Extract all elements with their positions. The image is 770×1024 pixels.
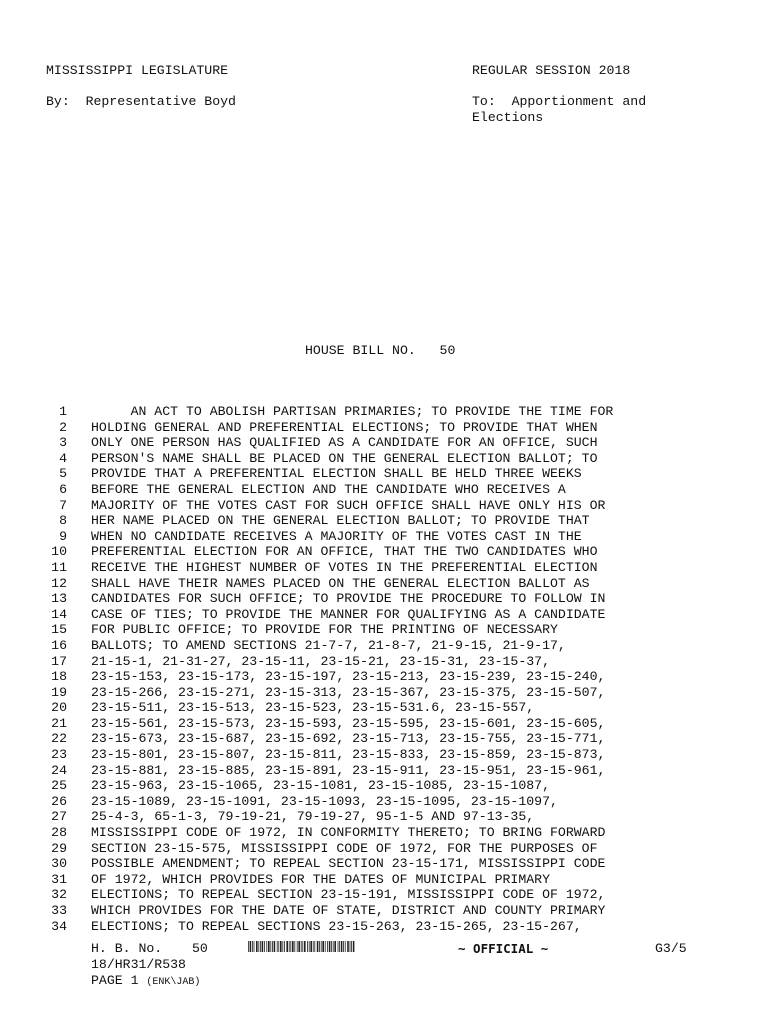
line-number: 7 (59, 497, 67, 513)
line-text: 23-15-1089, 23-15-1091, 23-15-1093, 23-15-1095, 23-15-1097, (91, 793, 558, 809)
line-text: WHEN NO CANDIDATE RECEIVES A MAJORITY OF THE VOTES CAST IN THE (91, 528, 582, 544)
line-number: 9 (59, 528, 67, 544)
bill-line (0, 794, 770, 810)
line-text: 23-15-266, 23-15-271, 23-15-313, 23-15-367, 23-15-375, 23-15-507, (91, 684, 606, 700)
line-text: AN ACT TO ABOLISH PARTISAN PRIMARIES; TO PROVIDE THE TIME FOR (91, 404, 614, 419)
footer-page (91, 973, 200, 988)
bill-line (0, 482, 770, 498)
bill-line (0, 841, 770, 857)
line-text: 23-15-153, 23-15-173, 23-15-197, 23-15-213, 23-15-239, 23-15-240, (91, 669, 606, 685)
line-text: CASE OF TIES; TO PROVIDE THE MANNER FOR QUALIFYING AS A CANDIDATE (91, 606, 606, 622)
bill-sponsor: By: Representative Boyd (46, 94, 236, 109)
line-text: 23-15-511, 23-15-513, 23-15-523, 23-15-531.6, 23-15-557, (91, 700, 535, 716)
bill-line (0, 435, 770, 451)
line-number: 6 (59, 481, 67, 497)
bill-line (0, 498, 770, 514)
bill-line (0, 856, 770, 872)
line-number: 29 (51, 840, 67, 856)
bill-line (0, 903, 770, 919)
bill-line (0, 669, 770, 685)
bill-line (0, 778, 770, 794)
line-text: MAJORITY OF THE VOTES CAST FOR SUCH OFFICE SHALL HAVE ONLY HIS OR (91, 497, 606, 513)
bill-line (0, 731, 770, 747)
bill-line (0, 591, 770, 607)
line-number: 25 (51, 778, 67, 794)
line-text: 21-15-1, 21-31-27, 23-15-11, 23-15-21, 23-15-31, 23-15-37, (91, 653, 550, 669)
line-text: ELECTIONS; TO REPEAL SECTION 23-15-191, MISSISSIPPI CODE OF 1972, (91, 887, 606, 903)
line-text: 25-4-3, 65-1-3, 79-19-21, 79-19-27, 95-1-5 AND 97-13-35, (91, 809, 535, 825)
footer-code: G3/5 (655, 941, 687, 956)
bill-line (0, 747, 770, 763)
line-text: HOLDING GENERAL AND PREFERENTIAL ELECTIONS; TO PROVIDE THAT WHEN (91, 419, 598, 435)
line-text: HER NAME PLACED ON THE GENERAL ELECTION BALLOT; TO PROVIDE THAT (91, 513, 590, 529)
line-text: ELECTIONS; TO REPEAL SECTIONS 23-15-263, 23-15-265, 23-15-267, (91, 918, 582, 934)
footer-bill-number: 50 (192, 941, 208, 956)
line-number: 15 (51, 622, 67, 638)
line-number: 13 (51, 591, 67, 607)
line-number: 14 (51, 606, 67, 622)
line-number: 19 (51, 684, 67, 700)
line-text: 23-15-801, 23-15-807, 23-15-811, 23-15-833, 23-15-859, 23-15-873, (91, 747, 606, 763)
line-text: ONLY ONE PERSON HAS QUALIFIED AS A CANDIDATE FOR AN OFFICE, SUCH (91, 435, 598, 451)
line-text: BEFORE THE GENERAL ELECTION AND THE CANDIDATE WHO RECEIVES A (91, 481, 566, 497)
line-number: 22 (51, 731, 67, 747)
line-number: 18 (51, 669, 67, 685)
line-text: 23-15-673, 23-15-687, 23-15-692, 23-15-713, 23-15-755, 23-15-771, (91, 731, 606, 747)
line-number: 12 (51, 575, 67, 591)
line-number: 16 (51, 637, 67, 653)
line-number: 1 (59, 404, 67, 419)
footer-bill-label: H. B. No. (91, 941, 163, 956)
bill-line (0, 825, 770, 841)
line-number: 3 (59, 435, 67, 451)
line-number: 33 (51, 903, 67, 918)
line-text: SHALL HAVE THEIR NAMES PLACED ON THE GENERAL ELECTION BALLOT AS (91, 575, 590, 591)
line-text: POSSIBLE AMENDMENT; TO REPEAL SECTION 23-15-171, MISSISSIPPI CODE (91, 856, 606, 872)
page-number: PAGE 1 (91, 973, 139, 988)
line-number: 17 (51, 653, 67, 669)
line-text: PROVIDE THAT A PREFERENTIAL ELECTION SHALL BE HELD THREE WEEKS (91, 466, 582, 482)
line-text: MISSISSIPPI CODE OF 1972, IN CONFORMITY THERETO; TO BRING FORWARD (91, 825, 606, 841)
line-number: 8 (59, 513, 67, 529)
line-text: PERSON'S NAME SHALL BE PLACED ON THE GENERAL ELECTION BALLOT; TO (91, 450, 598, 466)
line-text: 23-15-881, 23-15-885, 23-15-891, 23-15-911, 23-15-951, 23-15-961, (91, 762, 606, 778)
line-number: 28 (51, 825, 67, 841)
line-number: 20 (51, 700, 67, 716)
line-text: CANDIDATES FOR SUCH OFFICE; TO PROVIDE THE PROCEDURE TO FOLLOW IN (91, 591, 606, 607)
line-number: 31 (51, 871, 67, 887)
bill-line (0, 716, 770, 732)
line-number: 2 (59, 419, 67, 435)
line-text: OF 1972, WHICH PROVIDES FOR THE DATES OF MUNICIPAL PRIMARY (91, 871, 550, 887)
bill-line (0, 451, 770, 467)
bill-line (0, 638, 770, 654)
line-text: RECEIVE THE HIGHEST NUMBER OF VOTES IN THE PREFERENTIAL ELECTION (91, 559, 598, 575)
line-text: BALLOTS; TO AMEND SECTIONS 21-7-7, 21-8-7, 21-9-15, 21-9-17, (91, 637, 566, 653)
bill-line (0, 560, 770, 576)
bill-line (0, 466, 770, 482)
committee-line-2: Elections (472, 109, 544, 125)
bill-line (0, 420, 770, 436)
bill-line (0, 607, 770, 623)
line-number: 27 (51, 809, 67, 825)
bill-line (0, 887, 770, 903)
line-number: 24 (51, 762, 67, 778)
line-text: FOR PUBLIC OFFICE; TO PROVIDE FOR THE PRINTING OF NECESSARY (91, 622, 558, 638)
bill-line (0, 763, 770, 779)
line-number: 21 (51, 715, 67, 731)
line-number: 11 (51, 559, 67, 575)
line-number: 32 (51, 887, 67, 903)
line-number: 4 (59, 450, 67, 466)
bill-line (0, 544, 770, 560)
line-text: SECTION 23-15-575, MISSISSIPPI CODE OF 1972, FOR THE PURPOSES OF (91, 840, 598, 856)
line-number: 23 (51, 747, 67, 763)
drafter-initials: (ENK\JAB) (146, 977, 201, 988)
bill-line (0, 654, 770, 670)
bill-line (0, 529, 770, 545)
bill-line (0, 576, 770, 592)
bill-line (0, 700, 770, 716)
legislature-name: MISSISSIPPI LEGISLATURE (46, 63, 229, 78)
committee-line-1: To: Apportionment and (472, 94, 647, 109)
official-stamp: ~ OFFICIAL ~ (458, 941, 549, 956)
line-number: 30 (51, 856, 67, 872)
line-number: 10 (51, 544, 67, 560)
line-text: WHICH PROVIDES FOR THE DATE OF STATE, DISTRICT AND COUNTY PRIMARY (91, 903, 606, 918)
bill-line (0, 513, 770, 529)
bill-text (0, 404, 770, 934)
bill-line (0, 872, 770, 888)
bill-line (0, 809, 770, 825)
footer-reference: 18/HR31/R538 (91, 957, 186, 972)
line-number: 34 (51, 918, 67, 934)
line-number: 5 (59, 466, 67, 482)
committee-referral (472, 94, 646, 125)
bill-line (0, 404, 770, 420)
session-name: REGULAR SESSION 2018 (472, 63, 631, 78)
bill-title: HOUSE BILL NO. 50 (305, 343, 456, 358)
line-text: 23-15-963, 23-15-1065, 23-15-1081, 23-15-1085, 23-15-1087, (91, 778, 550, 794)
line-text: 23-15-561, 23-15-573, 23-15-593, 23-15-595, 23-15-601, 23-15-605, (91, 715, 606, 731)
bill-line (0, 685, 770, 701)
line-text: PREFERENTIAL ELECTION FOR AN OFFICE, THAT THE TWO CANDIDATES WHO (91, 544, 598, 560)
barcode-image (248, 941, 356, 952)
bill-line (0, 919, 770, 935)
line-number: 26 (51, 793, 67, 809)
bill-line (0, 622, 770, 638)
